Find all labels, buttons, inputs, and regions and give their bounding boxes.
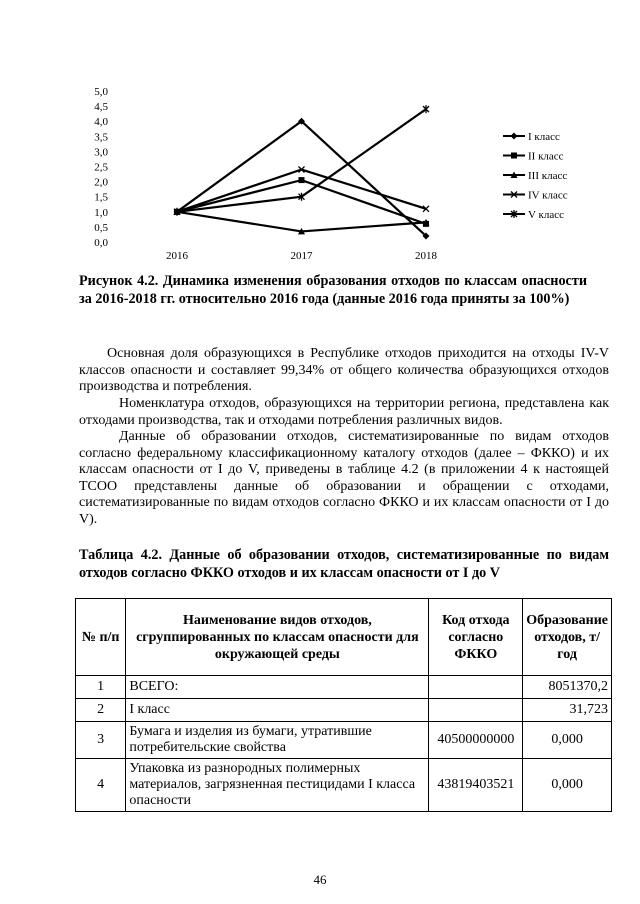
legend-label: V класс <box>528 209 564 221</box>
table-row <box>76 676 612 699</box>
row-amount: 0,000 <box>523 722 612 759</box>
square-marker <box>511 153 517 159</box>
x-tick-label: 2018 <box>415 250 437 262</box>
y-axis-ticks <box>94 86 108 249</box>
row-amount: 0,000 <box>523 759 612 812</box>
x-tick-label: 2017 <box>290 250 313 262</box>
diamond-marker <box>511 133 518 140</box>
table-row <box>76 722 612 759</box>
figure-caption: Рисунок 4.2. Динамика изменения образования отходов по классам опасности за 2016-2018 гг. относительно 2016 года (данные 2016 года приняты за 100%) <box>79 273 587 307</box>
legend-label: II класс <box>528 150 564 163</box>
y-tick-label: 1,5 <box>94 191 108 204</box>
header-amount: Образование отходов, т/год <box>523 599 612 676</box>
row-code: 40500000000 <box>429 722 523 759</box>
y-tick-label: 4,5 <box>94 101 108 114</box>
paragraph-2: Номенклатура отходов, образующихся на территории региона, представлена как отходами производства, так и отходами потребления различных видов. <box>79 396 609 428</box>
row-number: 1 <box>76 676 126 699</box>
series-line <box>177 170 426 212</box>
table-row <box>76 759 612 812</box>
row-code <box>429 676 523 699</box>
legend-label: I класс <box>528 131 560 143</box>
y-tick-label: 3,0 <box>94 146 108 159</box>
y-tick-label: 0,5 <box>94 221 108 234</box>
row-name: Упаковка из разнородных полимерных материалов, загрязненная пестицидами I класса опасности <box>126 759 429 812</box>
paragraph-1: Основная доля образующихся в Республике отходов приходится на отходы IV-V классов опасности и составляет 99,34% от общего количества образующихся отходов производства и потребления. <box>79 346 609 394</box>
row-name: I класс <box>126 699 429 722</box>
legend-label: III класс <box>528 170 568 182</box>
y-tick-label: 0,0 <box>94 237 108 249</box>
row-name: ВСЕГО: <box>126 676 429 699</box>
page-number: 46 <box>313 872 327 887</box>
legend-label: IV класс <box>528 189 568 202</box>
table-caption: Таблица 4.2. Данные об образовании отходов, систематизированные по видам отходов согласно ФККО отходов и их классам опасности от I до V <box>79 547 609 581</box>
line-chart <box>0 0 640 270</box>
y-tick-label: 3,5 <box>94 131 108 144</box>
row-amount: 31,723 <box>523 699 612 722</box>
y-tick-label: 2,0 <box>94 176 108 189</box>
y-tick-label: 5,0 <box>94 86 108 98</box>
x-tick-label: 2016 <box>166 250 188 262</box>
legend-item <box>503 170 567 182</box>
chart-legend <box>503 131 568 221</box>
legend-item <box>503 190 568 202</box>
y-tick-label: 4,0 <box>94 116 108 129</box>
waste-table <box>75 598 612 812</box>
square-marker <box>299 177 305 183</box>
legend-item <box>503 151 564 163</box>
header-number: № п/п <box>76 599 126 676</box>
row-code: 43819403521 <box>429 759 523 812</box>
x-axis-ticks <box>166 250 438 262</box>
row-number: 4 <box>76 759 126 812</box>
legend-item <box>503 131 560 143</box>
paragraph-3: Данные об образовании отходов, систематизированные по видам отходов согласно федеральному классификационному каталогу отходов (далее – ФККО) и их классам опасности от I до V, приведены в таблице 4.2 (в приложении 4 к настоящей ТСОО представлены данные об образовании и обращении с отходами, систематизированные по видам отходов согласно ФККО и их классам опасности от I до V). <box>79 429 609 527</box>
header-code: Код отхода согласно ФККО <box>429 599 523 676</box>
row-amount: 8051370,2 <box>523 676 612 699</box>
row-code <box>429 699 523 722</box>
row-number: 3 <box>76 722 126 759</box>
table-row <box>76 699 612 722</box>
row-number: 2 <box>76 699 126 722</box>
star-marker <box>423 105 429 113</box>
legend-item <box>503 209 564 221</box>
chart-series <box>174 105 430 239</box>
row-name: Бумага и изделия из бумаги, утратившие потребительские свойства <box>126 722 429 759</box>
table-header-row <box>76 599 612 676</box>
y-tick-label: 2,5 <box>94 161 108 174</box>
header-name: Наименование видов отходов, сгруппированных по классам опасности для окружающей среды <box>126 599 429 676</box>
y-tick-label: 1,0 <box>94 206 108 219</box>
